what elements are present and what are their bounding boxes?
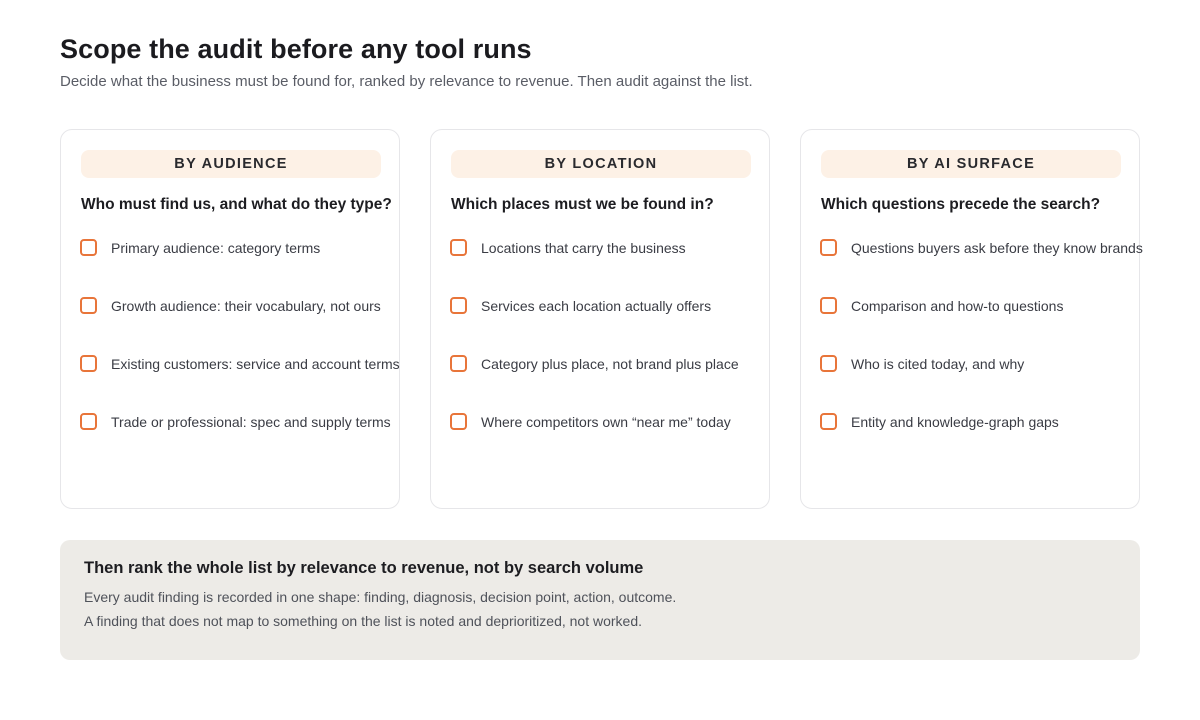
ranking-note-title: Then rank the whole list by relevance to revenue, not by search volume	[84, 559, 644, 577]
ranking-note	[60, 540, 1140, 660]
checklist-item-label: Growth audience: their vocabulary, not ours	[111, 298, 381, 314]
checkbox[interactable]	[80, 239, 97, 256]
checkbox[interactable]	[80, 413, 97, 430]
checkbox[interactable]	[450, 355, 467, 372]
card-question: Which places must we be found in?	[451, 196, 714, 213]
checkbox[interactable]	[450, 239, 467, 256]
card-heading: BY AUDIENCE	[81, 150, 381, 178]
checklist-item-label: Services each location actually offers	[481, 298, 712, 314]
scope-cards	[60, 129, 1143, 511]
card-heading: BY AI SURFACE	[821, 150, 1121, 178]
checklist-item-label: Category plus place, not brand plus place	[481, 356, 739, 372]
checklist-item-label: Primary audience: category terms	[111, 240, 321, 256]
ranking-note-line: A finding that does not map to something on the list is noted and deprioritized, not worked.	[84, 613, 643, 629]
checkbox[interactable]	[450, 297, 467, 314]
ranking-note-line: Every audit finding is recorded in one shape: finding, diagnosis, decision point, action, outcome.	[84, 589, 677, 605]
checklist-item-label: Comparison and how-to questions	[851, 298, 1064, 314]
card-question: Which questions precede the search?	[821, 196, 1101, 213]
checklist-item-label: Locations that carry the business	[481, 240, 686, 256]
card-by-location	[430, 129, 770, 509]
checklist-item-label: Who is cited today, and why	[851, 356, 1025, 372]
checkbox[interactable]	[820, 297, 837, 314]
card-by-audience	[60, 129, 400, 509]
checkbox[interactable]	[80, 355, 97, 372]
checklist-item-label: Where competitors own “near me” today	[481, 414, 731, 430]
checkbox[interactable]	[820, 413, 837, 430]
checklist-item-label: Entity and knowledge-graph gaps	[851, 414, 1059, 430]
checkbox[interactable]	[820, 355, 837, 372]
checkbox[interactable]	[820, 239, 837, 256]
checklist-item-label: Existing customers: service and account terms	[111, 356, 400, 372]
checklist-item-label: Trade or professional: spec and supply terms	[111, 414, 391, 430]
card-by-ai-surface	[800, 129, 1143, 509]
checkbox[interactable]	[80, 297, 97, 314]
page-title: Scope the audit before any tool runs	[60, 34, 532, 64]
card-question: Who must find us, and what do they type?	[81, 196, 392, 213]
page-subtitle: Decide what the business must be found for, ranked by relevance to revenue. Then audit against the list.	[60, 73, 753, 90]
checklist-item-label: Questions buyers ask before they know brands	[851, 240, 1143, 256]
checkbox[interactable]	[450, 413, 467, 430]
card-heading: BY LOCATION	[451, 150, 751, 178]
